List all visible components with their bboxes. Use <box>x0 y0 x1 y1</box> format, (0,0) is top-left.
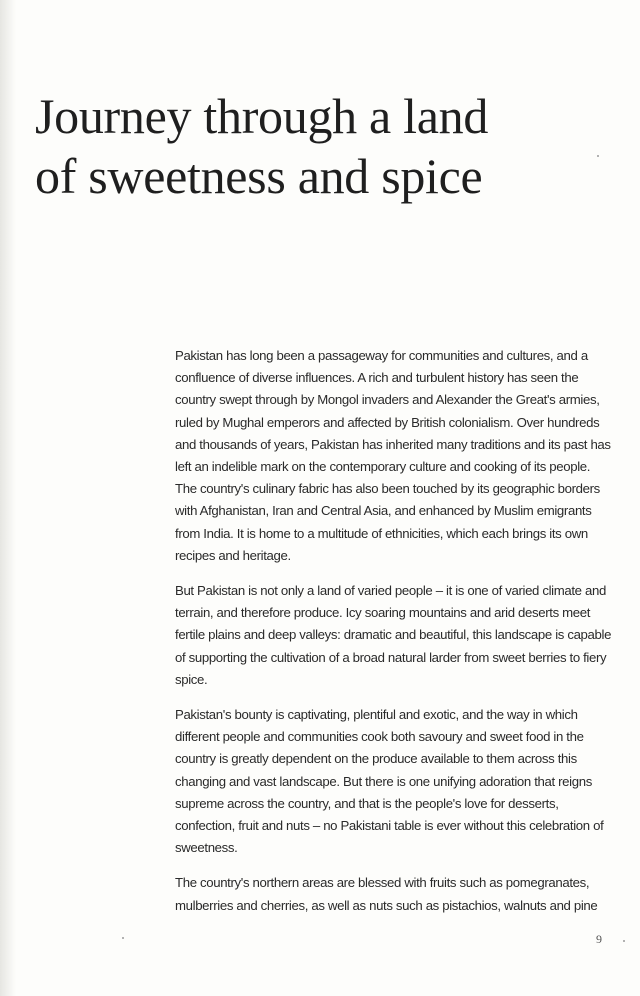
paragraph-4: The country's northern areas are blessed with fruits such as pomegranates, mulberries and cherries, as well as nuts such as pistachios, walnuts and pine <box>175 875 598 913</box>
paper-speck <box>597 155 599 157</box>
chapter-title-line-1: Journey through a land <box>35 88 489 144</box>
page-gutter-shadow <box>0 0 16 996</box>
page-number: 9 <box>596 932 602 946</box>
body-text <box>175 345 613 930</box>
paragraph-1: Pakistan has long been a passageway for communities and cultures, and a confluence of diverse influences. A rich and turbulent history has seen the country swept through by Mongol invaders and Alexander the Great's armies, ruled by Mughal emperors and affected by British colonialism. Over hundreds and thousands of years, Pakistan has inherited many traditions and its past has left an indelible mark on the contemporary culture and cooking of its people. The country's culinary fabric has also been touched by its geographic borders with Afghanistan, Iran and Central Asia, and enhanced by Muslim emigrants from India. It is home to a multitude of ethnicities, which each brings its own recipes and heritage. <box>175 348 611 563</box>
paragraph-2: But Pakistan is not only a land of varied people – it is one of varied climate and terrain, and therefore produce. Icy soaring mountains and arid deserts meet fertile plains and deep valleys: dramatic and beautiful, this landscape is capable of supporting the cultivation of a broad natural larder from sweet berries to fiery spice. <box>175 583 612 687</box>
chapter-title-line-2: of sweetness and spice <box>35 148 483 204</box>
paper-speck <box>623 940 625 942</box>
paragraph-3: Pakistan's bounty is captivating, plentiful and exotic, and the way in which different people and communities cook both savoury and sweet food in the country is greatly dependent on the produce available to them across this changing and vast landscape. But there is one unifying adoration that reigns supreme across the country, and that is the people's love for desserts, confection, fruit and nuts – no Pakistani table is ever without this celebration of sweetness. <box>175 707 604 856</box>
chapter-title <box>35 86 625 206</box>
paper-speck <box>122 937 124 939</box>
